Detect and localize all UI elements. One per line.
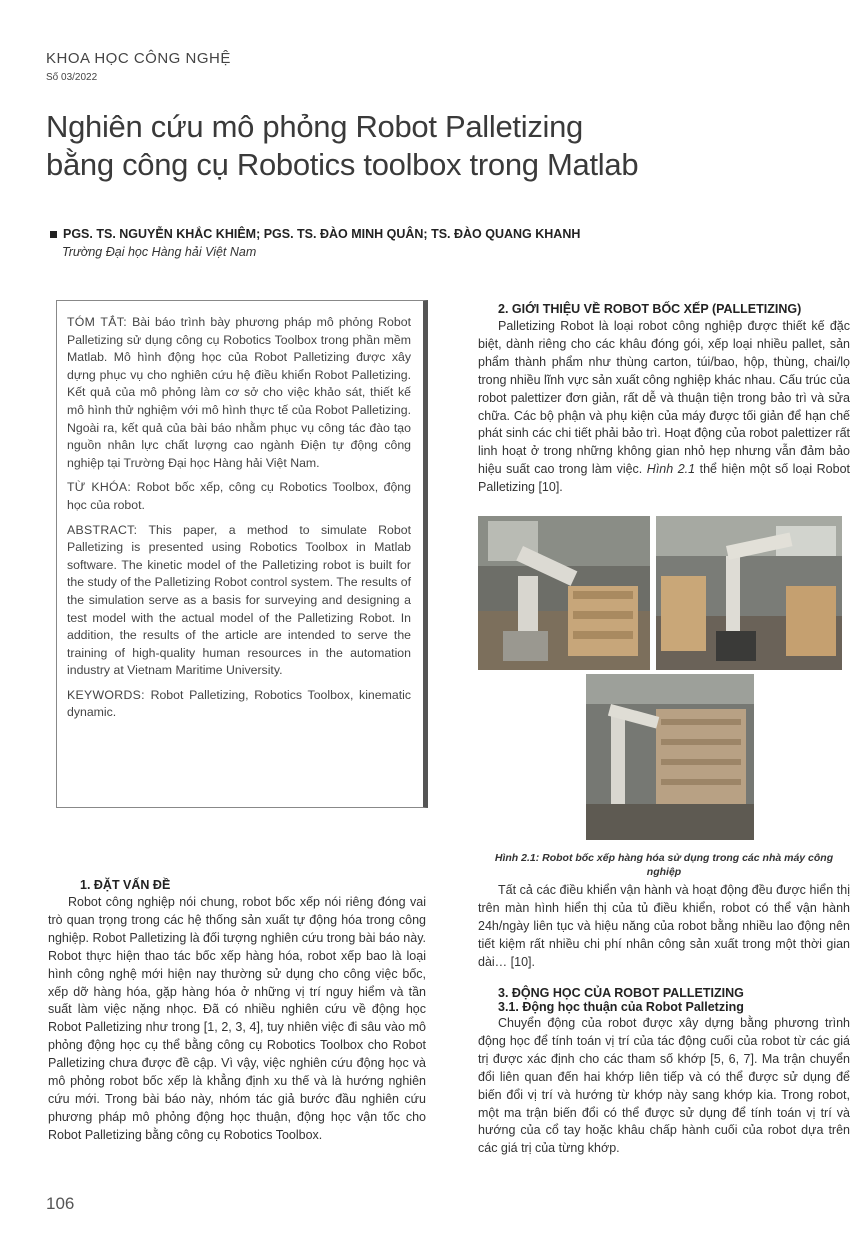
tukhoa-paragraph xyxy=(67,479,411,514)
affiliation: Trường Đại học Hàng hải Việt Nam xyxy=(62,245,257,259)
section-3 xyxy=(478,986,850,1158)
section-2-after-text: Tất cả các điều khiển vận hành và hoạt động đều được hiển thị trên màn hình hiển thị của tủ điều khiển, robot có thể vận hành 24h/ngày liên tục và hiệu năng của robot bằng nhiều lao động nên tiết kiệm rất nhiều chi phí nhân công sản xuất trong một thời gian dài… [10]. xyxy=(478,883,850,969)
section-3-heading: 3. ĐỘNG HỌC CỦA ROBOT PALLETIZING xyxy=(498,986,744,1000)
title-line-2: bằng công cụ Robotics toolbox trong Matlab xyxy=(46,147,639,182)
robot-photo-1-image xyxy=(478,516,650,670)
section-1 xyxy=(48,878,426,1145)
keywords-paragraph xyxy=(67,687,411,722)
section-2-main: Palletizing Robot là loại robot công nghiệp được thiết kế đặc biệt, dành riêng cho các khâu đóng gói, xếp loại nhiều pallet, sản phẩm thành phẩm như thùng carton, túi/bao, hộp, thùng, chai/lọ trong nhiều lĩnh vực sản xuất công nghiệp khác nhau. Cấu trúc của robot palettizer đơn giản, rất dễ và thuận tiện trong bảo trì và sửa chữa. Các bộ phận và phụ kiện của máy được tối giản để hạn chế phát sinh các chi tiết phải bảo trì. Hoạt động của robot palettizer rất linh hoạt ở trong những không gian nhỏ hẹp nhưng vẫn đảm bảo hiệu suất cao trong làm việc. xyxy=(478,319,850,477)
section-2-heading: 2. GIỚI THIỆU VỀ ROBOT BỐC XẾP (PALLETIZING) xyxy=(498,302,802,316)
section-2 xyxy=(478,302,850,497)
issue-number: Số 03/2022 xyxy=(46,72,98,83)
authors xyxy=(50,227,580,241)
abstract-text: This paper, a method to simulate Robot Palletizing is presented using Robotics Toolbox in Matlab software. The kinetic model of the Palletizing robot is built for the study of the Palletizing Robot control system. The results of the simulation serve as a basis for surveying and designing a test model with the actual model of the Palletizing Robot. In addition, the results of the article are intended to serve the training of high-quality human resources in the automation industry at Vietnam Maritime University. xyxy=(67,522,411,678)
section-2-continued xyxy=(478,882,850,972)
figure-reference: Hình 2.1 xyxy=(646,462,696,477)
tomtat-text: Bài báo trình bày phương pháp mô phỏng Robot Palletizing sử dụng công cụ Robotics Toolbox trong phần mềm Matlab. Mô hình động học của Robot Palletizing được xây dựng phục vụ cho nghiên cứu hệ điều khiển Robot Palletizing. Kết quả của mô phỏng làm cơ sở cho việc khảo sát, thiết kế mô hình thử nghiệm với mô hình thực tế của Robot Palletizing. Ngoài ra, kết quả của bài báo nhằm phục vụ công tác đào tạo nguồn nhân lực chất lượng cao ngành Điện tự động công nghiệp tại Trường Đại học Hàng hải Việt Nam. xyxy=(67,315,411,470)
tukhoa-text: Robot bốc xếp, công cụ Robotics Toolbox, động học của robot. xyxy=(67,480,411,512)
robot-photo-3-image xyxy=(586,674,754,840)
journal-section-title: KHOA HỌC CÔNG NGHỆ xyxy=(46,50,231,67)
section-2-tail: thể hiện một số loại Robot Palletizing [10]. xyxy=(478,462,850,495)
tukhoa-label: TỪ KHÓA: xyxy=(67,480,132,495)
figure-caption: Hình 2.1: Robot bốc xếp hàng hóa sử dụng trong các nhà máy công nghiệp xyxy=(494,852,834,878)
section-1-text: Robot công nghiệp nói chung, robot bốc xếp nói riêng đóng vai trò quan trọng trong các hệ thống sản xuất tự động hóa trong công nghiệp. Robot Palletizing là đối tượng nghiên cứu trong bài báo này. Robot thực hiện thao tác bốc xếp hàng hóa, robot xếp bao là loại hình công nghệ mới hiện nay thường sử dụng cho công việc bốc, xếp dỡ hàng hóa, gặp hàng hóa ở những vị trí nguy hiểm và tần suất làm việc nặng nhọc. Đã có nhiều nghiên cứu về động học Robot Palletizing như trong [1, 2, 3, 4], tuy nhiên việc đi sâu vào mô phỏng động học cụ thể bằng công cụ Robotics Toolbox cho Robot Palletizing chưa được đề cập. Vì vậy, việc nghiên cứu động học và mô phỏng robot bốc xếp là khẳng định xu thế và là hướng nghiên cứu mới. Trong bài báo này, nhóm tác giả bước đầu nghiên cứu phương pháp mô phỏng động học thuận, động học vận tốc cho Robot Palletizing bằng công cụ Robotics Toolbox. xyxy=(48,895,426,1142)
square-bullet-icon xyxy=(50,231,57,238)
article-title xyxy=(46,108,806,184)
keywords-text: Robot Palletizing, Robotics Toolbox, kinematic dynamic. xyxy=(67,687,411,720)
abstract-label: ABSTRACT: xyxy=(67,522,138,537)
tomtat-paragraph xyxy=(67,314,411,472)
section-1-heading: 1. ĐẶT VẤN ĐỀ xyxy=(80,878,171,892)
robot-photo-1 xyxy=(478,516,650,670)
section-2-text xyxy=(478,318,850,497)
tomtat-label: TÓM TẮT: xyxy=(67,315,127,329)
robot-photo-2 xyxy=(656,516,842,670)
section-3-1-text: Chuyển động của robot được xây dựng bằng phương trình động học để tính toán vị trí của tác động cuối của robot từ các giá trị được xác định cho các tham số khớp [5, 6, 7]. Ma trận chuyển đổi liên quan đến hai khớp liên tiếp và có thể được sử dụng để biến đổi vị trí và hướng từ khớp này sang khớp kia. Trong robot, một ma trận biến đổi có thể được sử dụng để tính toán vị trí và hướng của cổ tay hoặc khâu chấp hành cuối của robot dựa trên các giá trị của từng khớp. xyxy=(478,1016,850,1156)
keywords-label: KEYWORDS: xyxy=(67,687,145,702)
abstract-paragraph xyxy=(67,522,411,680)
section-3-1-heading: 3.1. Động học thuận của Robot Palletzing xyxy=(498,1000,744,1014)
robot-photo-2-image xyxy=(656,516,842,670)
abstract-box xyxy=(56,300,428,808)
robot-photo-3 xyxy=(586,674,754,840)
title-line-1: Nghiên cứu mô phỏng Robot Palletizing xyxy=(46,109,583,144)
page-number: 106 xyxy=(46,1194,75,1213)
author-names: PGS. TS. NGUYỄN KHẮC KHIÊM; PGS. TS. ĐÀO MINH QUÂN; TS. ĐÀO QUANG KHANH xyxy=(63,227,581,241)
